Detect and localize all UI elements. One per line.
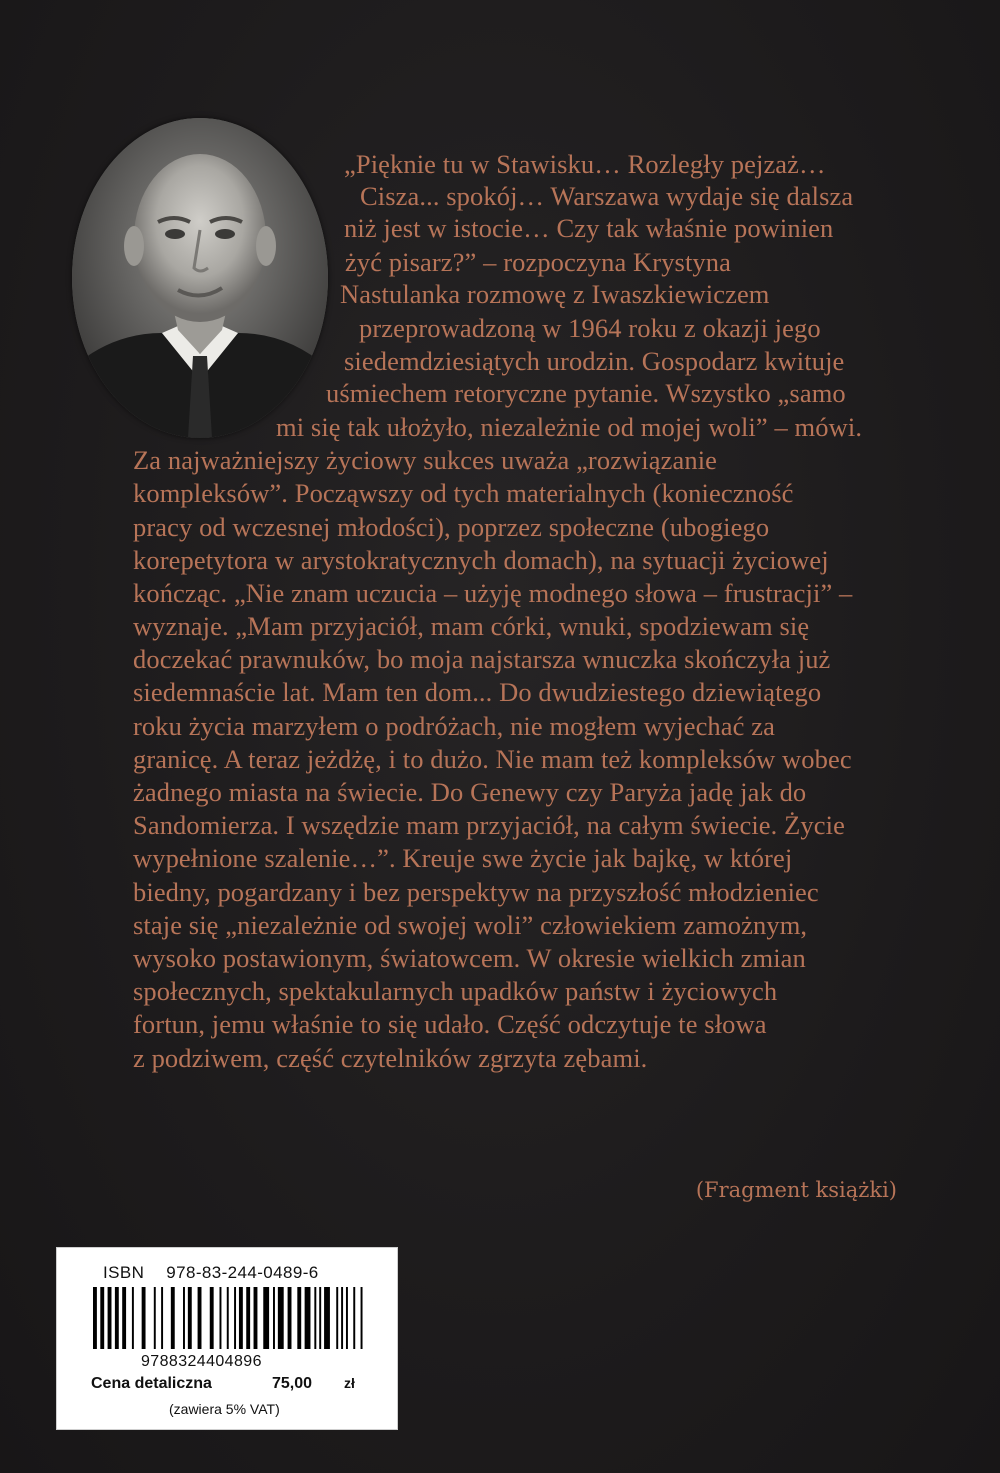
barcode-bar bbox=[188, 1287, 192, 1349]
barcode-bar bbox=[319, 1287, 321, 1349]
barcode bbox=[93, 1287, 363, 1349]
quote-line: Sandomierza. I wszędzie mam przyjaciół, na całym świecie. Życie bbox=[133, 810, 845, 840]
quote-line: pracy od wczesnej młodości), poprzez społeczne (ubogiego bbox=[133, 512, 770, 542]
quote-line: biedny, pogardzany i bez perspektyw na przyszłość młodzieniec bbox=[133, 877, 819, 907]
ean-number: 9788324404896 bbox=[141, 1353, 262, 1370]
barcode-bar bbox=[210, 1287, 214, 1349]
quote-line: staje się „niezależnie od swojej woli” człowiekiem zamożnym, bbox=[133, 910, 808, 940]
quote-line: wyznaje. „Mam przyjaciół, mam córki, wnuki, spodziewam się bbox=[133, 611, 810, 641]
barcode-bar bbox=[183, 1287, 185, 1349]
isbn-number: 978-83-244-0489-6 bbox=[166, 1263, 319, 1282]
quote-line: korepetytora w arystokratycznych domach), na sytuacji życiowej bbox=[133, 545, 829, 575]
barcode-bar bbox=[305, 1287, 311, 1349]
barcode-bar bbox=[346, 1287, 348, 1349]
barcode-bar bbox=[341, 1287, 343, 1349]
quote-line: kompleksów”. Począwszy od tych materialnych (konieczność bbox=[133, 478, 794, 508]
quote-line: siedemdziesiątych urodzin. Gospodarz kwituje bbox=[344, 346, 845, 376]
barcode-bar bbox=[361, 1287, 363, 1349]
quote-line: granicę. A teraz jeżdżę, i to dużo. Nie mam też kompleksów wobec bbox=[133, 744, 852, 774]
barcode-bar bbox=[154, 1287, 156, 1349]
barcode-bar bbox=[115, 1287, 119, 1349]
quote-line: mi się tak ułożyło, niezależnie od mojej woli” – mówi. bbox=[276, 412, 863, 442]
quote-line: przeprowadzoną w 1964 roku z okazji jego bbox=[359, 313, 821, 343]
quote-line: społecznych, spektakularnych upadków państw i życiowych bbox=[133, 976, 778, 1006]
isbn-line bbox=[103, 1263, 319, 1283]
barcode-bar bbox=[122, 1287, 126, 1349]
quote-line: niż jest w istocie… Czy tak właśnie powinien bbox=[344, 213, 834, 243]
quote-line: roku życia marzyłem o podróżach, nie mogłem wyjechać za bbox=[133, 711, 775, 741]
quote-line: fortun, jemu właśnie to się udało. Część odczytuje te słowa bbox=[133, 1009, 767, 1039]
quote-line: kończąc. „Nie znam uczucia – użyję modnego słowa – frustracji” – bbox=[133, 578, 853, 608]
barcode-bar bbox=[278, 1287, 284, 1349]
barcode-bar bbox=[132, 1287, 134, 1349]
barcode-bar bbox=[100, 1287, 104, 1349]
price-value: 75,00 bbox=[272, 1375, 313, 1392]
barcode-bar bbox=[142, 1287, 146, 1349]
quote-line: doczekać prawnuków, bo moja najstarsza wnuczka skończyła już bbox=[133, 644, 831, 674]
quote-line: siedemnaście lat. Mam ten dom... Do dwudziestego dziewiątego bbox=[133, 677, 822, 707]
barcode-bar bbox=[263, 1287, 269, 1349]
barcode-bar bbox=[234, 1287, 236, 1349]
barcode-bar bbox=[336, 1287, 338, 1349]
fragment-attribution: (Fragment książki) bbox=[695, 1178, 897, 1202]
quote-line: z podziwem, część czytelników zgrzyta zębami. bbox=[133, 1043, 648, 1073]
quote-line: wysoko postawionym, światowcem. W okresie wielkich zmian bbox=[133, 943, 806, 973]
barcode-bar bbox=[273, 1287, 275, 1349]
barcode-bar bbox=[314, 1287, 316, 1349]
quote-line: Nastulanka rozmowę z Iwaszkiewiczem bbox=[340, 279, 770, 309]
barcode-bar bbox=[353, 1287, 355, 1349]
quote-line: Cisza... spokój… Warszawa wydaje się dalsza bbox=[360, 181, 854, 211]
barcode-bar bbox=[297, 1287, 301, 1349]
barcode-bar bbox=[239, 1287, 243, 1349]
quote-line: żadnego miasta na świecie. Do Genewy czy Paryża jadę jak do bbox=[133, 777, 807, 807]
barcode-bar bbox=[254, 1287, 258, 1349]
barcode-sticker bbox=[56, 1247, 398, 1430]
quote-line: uśmiechem retoryczne pytanie. Wszystko „samo bbox=[326, 378, 846, 408]
barcode-bar bbox=[219, 1287, 221, 1349]
barcode-bar bbox=[93, 1287, 97, 1349]
price-label: Cena detaliczna bbox=[91, 1375, 212, 1392]
barcode-bar bbox=[198, 1287, 202, 1349]
barcode-bar bbox=[108, 1287, 112, 1349]
quote-line: Za najważniejszy życiowy sukces uważa „rozwiązanie bbox=[133, 445, 718, 475]
barcode-bar bbox=[324, 1287, 330, 1349]
vat-note: (zawiera 5% VAT) bbox=[169, 1401, 280, 1417]
price-currency: zł bbox=[344, 1375, 355, 1391]
barcode-bar bbox=[227, 1287, 229, 1349]
barcode-bar bbox=[288, 1287, 292, 1349]
barcode-bar bbox=[171, 1287, 175, 1349]
isbn-label: ISBN bbox=[103, 1263, 145, 1282]
barcode-bar bbox=[161, 1287, 163, 1349]
quote-line: „Pięknie tu w Stawisku… Rozległy pejzaż… bbox=[344, 149, 826, 179]
quote-line: wypełnione szalenie…”. Kreuje swe życie jak bajkę, w której bbox=[133, 843, 793, 873]
barcode-bar bbox=[246, 1287, 250, 1349]
quote-line: żyć pisarz?” – rozpoczyna Krystyna bbox=[345, 247, 731, 277]
